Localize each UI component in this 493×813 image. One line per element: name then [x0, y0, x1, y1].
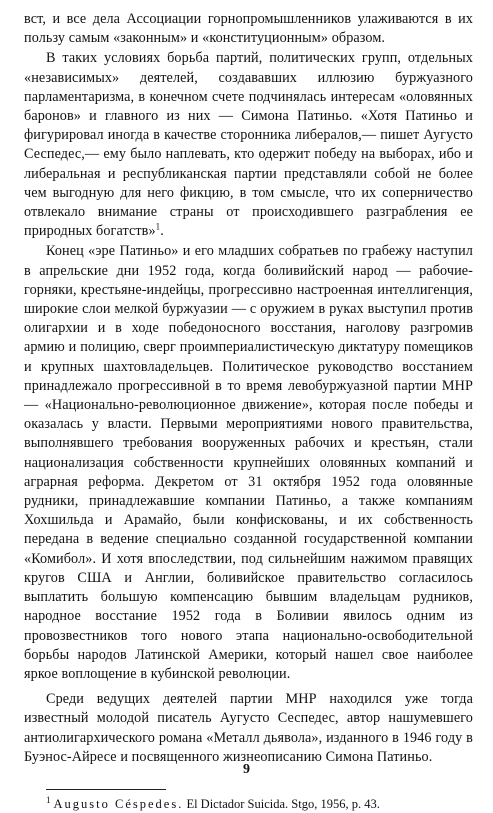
- paragraph-continued: [24, 10, 473, 48]
- paragraph-4-text: Среди ведущих деятелей партии МНР находился уже тогда известный молодой писатель Аугусто Сеспедес, автор нашумевшего антиолигархического романа «Металл дьявола», изданного в 1946 году в Буэнос-Айресе и посвященного жизнеописанию Симона Патиньо.: [24, 691, 473, 765]
- footnote-author: Augusto Céspedes.: [53, 796, 184, 811]
- footnote: [24, 796, 473, 813]
- footnote-citation: El Dictador Suicida. Stgo, 1956, p. 43.: [183, 796, 380, 811]
- paragraph-3-text: Конец «эре Патиньо» и его младших собратьев по грабежу наступил в апрельские дни 1952 года, когда боливийский народ — рабочие-горняки, крестьяне-индейцы, прогрессивно настроенная интеллигенция, широкие слои мелкой буржуазии — с оружием в руках выступил против олигархии и в ходе победоносного восстания, наголову разгромив армию и полицию, сверг проимпериалистическую диктатуру помещиков и крупных шахтовладельцев. Политическое руководство восстанием принадлежало прогрессивной в то время левобуржуазной партии МНР — «Национально-революционное движение», которая после победы и оказалась у власти. Первыми мероприятиями нового правительства, выполнявшего требования вооруженных рабочих и крестьян, стали национализация собственности крупнейших оловянных компаний и аграрная реформа. Декретом от 31 октября 1952 года оловянные рудники, принадлежавшие компании Патиньо, а также компаниям Хохшильда и Арамайо, были конфискованы, и их собственность передана в ведение специально созданной государственной компании «Комибол». И хотя впоследствии, под сильнейшим нажимом правящих кругов США и Англии, боливийское правительство согласилось выплатить большую компенсацию бывшим владельцам рудников, народное восстание 1952 года в Боливии явилось одним из провозвестников того нового этапа национально-освободительной борьбы народов Латинской Америки, который нашел свое наиболее яркое воплощение в кубинской революции.: [24, 243, 473, 682]
- page-number: 9: [243, 762, 250, 777]
- paragraph: [24, 242, 473, 684]
- footnote-reference: 1: [155, 221, 161, 232]
- paragraph: В таких условиях борьба партий, политических групп, отдельных «независимых» деятелей, создававших иллюзию буржуазного парламентаризма, в конечном счете подчинялась интересам «оловянных баронов» и главного из них — Симона Патиньо. «Хотя Патиньо и фигурировал иногда в качестве сторонника либералов,— пишет Аугусто Сеспедес,— ему было наплевать, кто одержит победу на выборах, ибо и либеральная и республиканская партии представляли собой не более чем выгодную для него фикцию, в том смысле, что их соперничество отвлекало внимание страны от происходившего разграбления ее природных богатств»$^1$.: [24, 50, 473, 240]
- paragraph: [24, 690, 473, 767]
- paragraph-1-text: вст, и все дела Ассоциации горнопромышленников улаживаются в их пользу самым «законным» и «конституционным» образом.: [24, 11, 473, 47]
- footnote-divider: [46, 789, 166, 790]
- footnote-mark: 1: [46, 794, 51, 805]
- paragraph-2-text: В таких условиях борьба партий, политических групп, отдельных «независимых» деятелей, создававших иллюзию буржуазного парламентаризма, в конечном счете подчинялась интересам «оловянных баронов» и главного из них — Симона Патиньо. «Хотя Патиньо и фигурировал иногда в качестве сторонника либералов,— пишет Аугусто Сеспедес,— ему было наплевать, кто одержит победу на выборах, ибо и либеральная и республиканская партии представляли собой не более чем выгодную для него фикцию, в том смысле, что их соперничество отвлекало внимание страны от происходившего разграбления ее природных богатств»: [24, 50, 473, 240]
